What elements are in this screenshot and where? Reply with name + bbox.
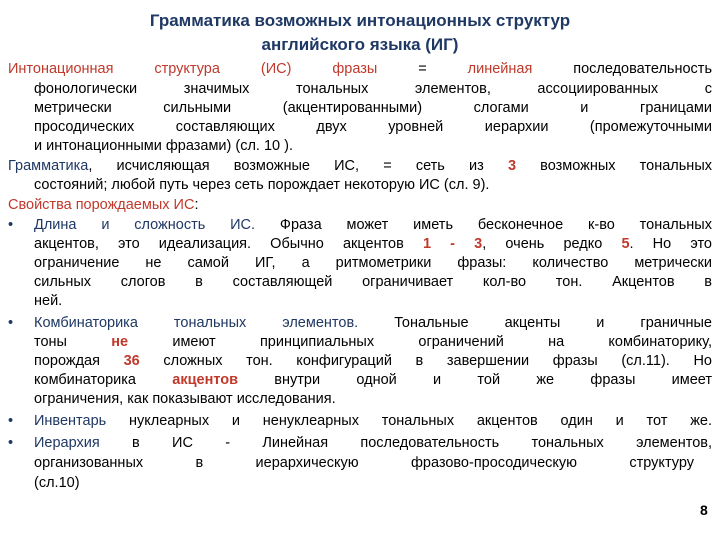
term-length-complexity: Длина и сложность ИС. <box>34 217 256 233</box>
paragraph-2-text-end: возможных тональных <box>516 158 712 174</box>
bullet-4-line-2: организованных в иерархическую фразово-просодическую структуру <box>34 455 694 471</box>
number-configurations: 36 <box>123 353 140 369</box>
bullet-2-line-2 <box>34 333 712 351</box>
bullet-2-text-4c: внутри одной и той же фразы имеет <box>238 372 713 388</box>
bullet-3-marker: • <box>8 413 14 429</box>
max-accents: 5 <box>621 236 630 252</box>
bullet-1-line-1 <box>34 216 712 234</box>
paragraph-2-text: , исчисляющая возможные ИС, = сеть из <box>88 158 508 174</box>
paragraph-1-line-5: и интонационными фразами) (сл. 10 ). <box>34 138 293 154</box>
term-accents: акцентов <box>172 372 239 388</box>
bullet-1-marker: • <box>8 217 14 233</box>
bullet-2-text-3c: сложных тон. конфигураций в завершении фразы (сл.11). Но <box>139 353 712 369</box>
term-grammar: Грамматика <box>8 158 89 174</box>
bullet-1-line-4: сильных слогов в составляющей ограничивает кол-во тон. Акцентов в <box>34 274 712 290</box>
bullet-1-line-3: ограничение не самой ИГ, а ритмометрики фразы: количество метрически <box>34 255 712 271</box>
bullet-3-text: нуклеарных и ненуклеарных тональных акцентов один и тот же. <box>106 413 712 429</box>
page-number: 8 <box>700 502 708 518</box>
bullet-2-text: Тональные акценты и граничные <box>358 315 712 331</box>
bullet-4-text: в ИС - Линейная последовательность тональных элементов, <box>99 435 712 451</box>
paragraph-1-line-3: метрически сильными (акцентированными) слогами и границами <box>34 100 712 116</box>
slide-title-line-2: английского языка (ИГ) <box>261 35 459 54</box>
properties-heading-colon: : <box>194 197 199 213</box>
term-inventory: Инвентарь <box>34 413 107 429</box>
bullet-1-text-e: . Но это <box>629 236 712 252</box>
bullet-4-marker: • <box>8 435 14 451</box>
bullet-2-text-c: имеют принципиальных ограничений на комбинаторику, <box>128 334 712 350</box>
bullet-1-text-a: акцентов, это идеализация. Обычно акцентов <box>34 236 423 252</box>
bullet-1-text-c: , очень редко <box>482 236 622 252</box>
bullet-2-line-3 <box>34 352 712 370</box>
term-not: не <box>111 334 129 350</box>
paragraph-2-line-1 <box>8 157 712 175</box>
bullet-4-line-1 <box>34 434 712 452</box>
paragraph-1-line-2: фонологически значимых тональных элементов, ассоциированных с <box>34 81 712 97</box>
term-hierarchy: Иерархия <box>34 435 100 451</box>
bullet-2-text-3a: порождая <box>34 353 124 369</box>
paragraph-1-line-1 <box>8 60 712 78</box>
term-combinatorics: Комбинаторика тональных элементов. <box>34 315 359 331</box>
bullet-2-line-1 <box>34 314 712 332</box>
bullet-2-text-4a: комбинаторика <box>34 372 173 388</box>
bullet-3-line-1 <box>34 412 712 430</box>
range-accents: 1 - 3 <box>422 236 483 252</box>
properties-heading-text: Свойства порождаемых ИС <box>8 197 195 213</box>
bullet-1-line-2 <box>34 235 712 253</box>
properties-heading <box>8 196 712 214</box>
bullet-1-line-5: ней. <box>34 293 63 309</box>
bullet-2-text-a: тоны <box>34 334 112 350</box>
bullet-1-text: Фраза может иметь бесконечное к-во тональных <box>255 217 712 233</box>
term-linear: линейная <box>467 61 533 77</box>
paragraph-1-text: последовательность <box>532 61 712 77</box>
bullet-2-line-5: ограничения, как показывают исследования. <box>34 391 336 407</box>
bullet-4-line-3: (сл.10) <box>34 475 80 491</box>
paragraph-1-line-4: просодических составляющих двух уровней иерархии (промежуточными <box>34 119 712 135</box>
term-intonation-structure: Интонационная структура (ИС) фразы <box>8 61 378 77</box>
slide-title-line-1: Грамматика возможных интонационных структур <box>149 11 571 30</box>
number-states: 3 <box>507 158 517 174</box>
paragraph-2-line-2: состояний; любой путь через сеть порождает некоторую ИС (сл. 9). <box>34 177 490 193</box>
equals-sign: = <box>377 61 468 77</box>
bullet-2-line-4 <box>34 371 712 389</box>
bullet-2-marker: • <box>8 315 14 331</box>
